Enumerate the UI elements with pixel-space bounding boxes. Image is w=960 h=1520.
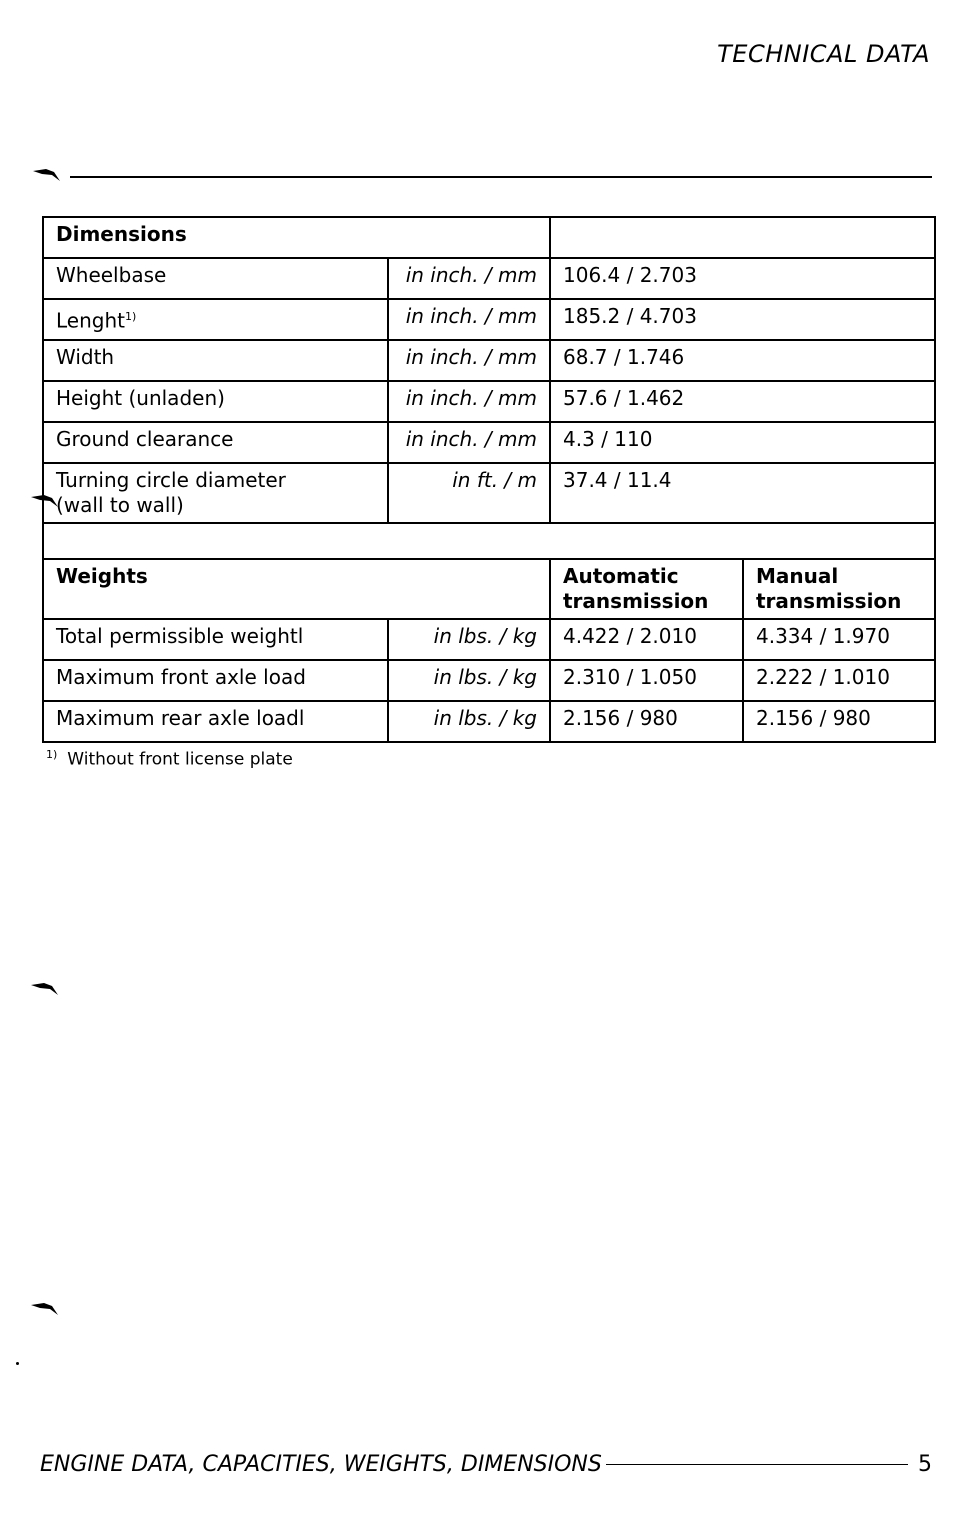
- row-label: Turning circle diameter: [56, 468, 286, 492]
- row-label: Maximum front axle load: [43, 660, 388, 701]
- spacer-row: [43, 523, 935, 559]
- footer-section-title: ENGINE DATA, CAPACITIES, WEIGHTS, DIMENSIONS: [40, 1452, 602, 1477]
- row-value: 57.6 / 1.462: [550, 381, 935, 422]
- table-row: [43, 422, 935, 463]
- row-unit: in inch. / mm: [388, 381, 550, 422]
- row-unit: in inch. / mm: [388, 422, 550, 463]
- top-rule: [70, 176, 932, 178]
- row-unit: in inch. / mm: [388, 299, 550, 340]
- row-value: 185.2 / 4.703: [550, 299, 935, 340]
- row-value-manual: 4.334 / 1.970: [743, 619, 935, 660]
- row-unit: in inch. / mm: [388, 340, 550, 381]
- row-value: 68.7 / 1.746: [550, 340, 935, 381]
- row-label: Total permissible weightl: [43, 619, 388, 660]
- table-row: [43, 258, 935, 299]
- row-value: 37.4 / 11.4: [550, 463, 935, 523]
- page-header-title: TECHNICAL DATA: [717, 40, 930, 68]
- row-label: Maximum rear axle loadl: [43, 701, 388, 742]
- row-value-manual: 2.156 / 980: [743, 701, 935, 742]
- row-value: 4.3 / 110: [550, 422, 935, 463]
- row-label: Width: [43, 340, 388, 381]
- row-label-line2: (wall to wall): [56, 493, 184, 517]
- table-row: [43, 299, 935, 340]
- row-label: Lenght: [56, 308, 125, 333]
- technical-data-table: [42, 216, 936, 743]
- row-value: 106.4 / 2.703: [550, 258, 935, 299]
- page-number: 5: [918, 1452, 932, 1477]
- col-automatic: Automatic: [563, 564, 679, 588]
- col-automatic-line2: transmission: [563, 589, 709, 613]
- table-row: [43, 463, 935, 523]
- table-row: [43, 701, 935, 742]
- dimensions-heading: Dimensions: [43, 217, 550, 258]
- row-unit: in lbs. / kg: [388, 660, 550, 701]
- cursor-mark-icon: [30, 1302, 60, 1316]
- table-row: [43, 381, 935, 422]
- footnote-text: Without front license plate: [67, 749, 293, 770]
- footnote: [46, 748, 293, 770]
- footnote-marker: 1): [46, 748, 58, 761]
- stray-dot: [16, 1362, 19, 1365]
- row-value-automatic: 2.156 / 980: [550, 701, 743, 742]
- row-label: Wheelbase: [43, 258, 388, 299]
- row-label: Ground clearance: [43, 422, 388, 463]
- row-label: Height (unladen): [43, 381, 388, 422]
- row-value-manual: 2.222 / 1.010: [743, 660, 935, 701]
- cursor-mark-icon: [30, 982, 60, 996]
- row-unit: in inch. / mm: [388, 258, 550, 299]
- col-manual-line2: transmission: [756, 589, 902, 613]
- row-unit: in ft. / m: [388, 463, 550, 523]
- row-unit: in lbs. / kg: [388, 701, 550, 742]
- table-row: [43, 619, 935, 660]
- col-manual: Manual: [756, 564, 839, 588]
- page-footer: [40, 1452, 940, 1477]
- table-row: [43, 660, 935, 701]
- weights-heading-row: [43, 559, 935, 619]
- footnote-ref: 1): [124, 310, 137, 323]
- weights-heading: Weights: [43, 559, 550, 619]
- cursor-mark-icon: [32, 168, 62, 182]
- dimensions-heading-row: [43, 217, 935, 258]
- table-row: [43, 340, 935, 381]
- row-unit: in lbs. / kg: [388, 619, 550, 660]
- row-value-automatic: 4.422 / 2.010: [550, 619, 743, 660]
- footer-rule: [606, 1464, 908, 1465]
- row-value-automatic: 2.310 / 1.050: [550, 660, 743, 701]
